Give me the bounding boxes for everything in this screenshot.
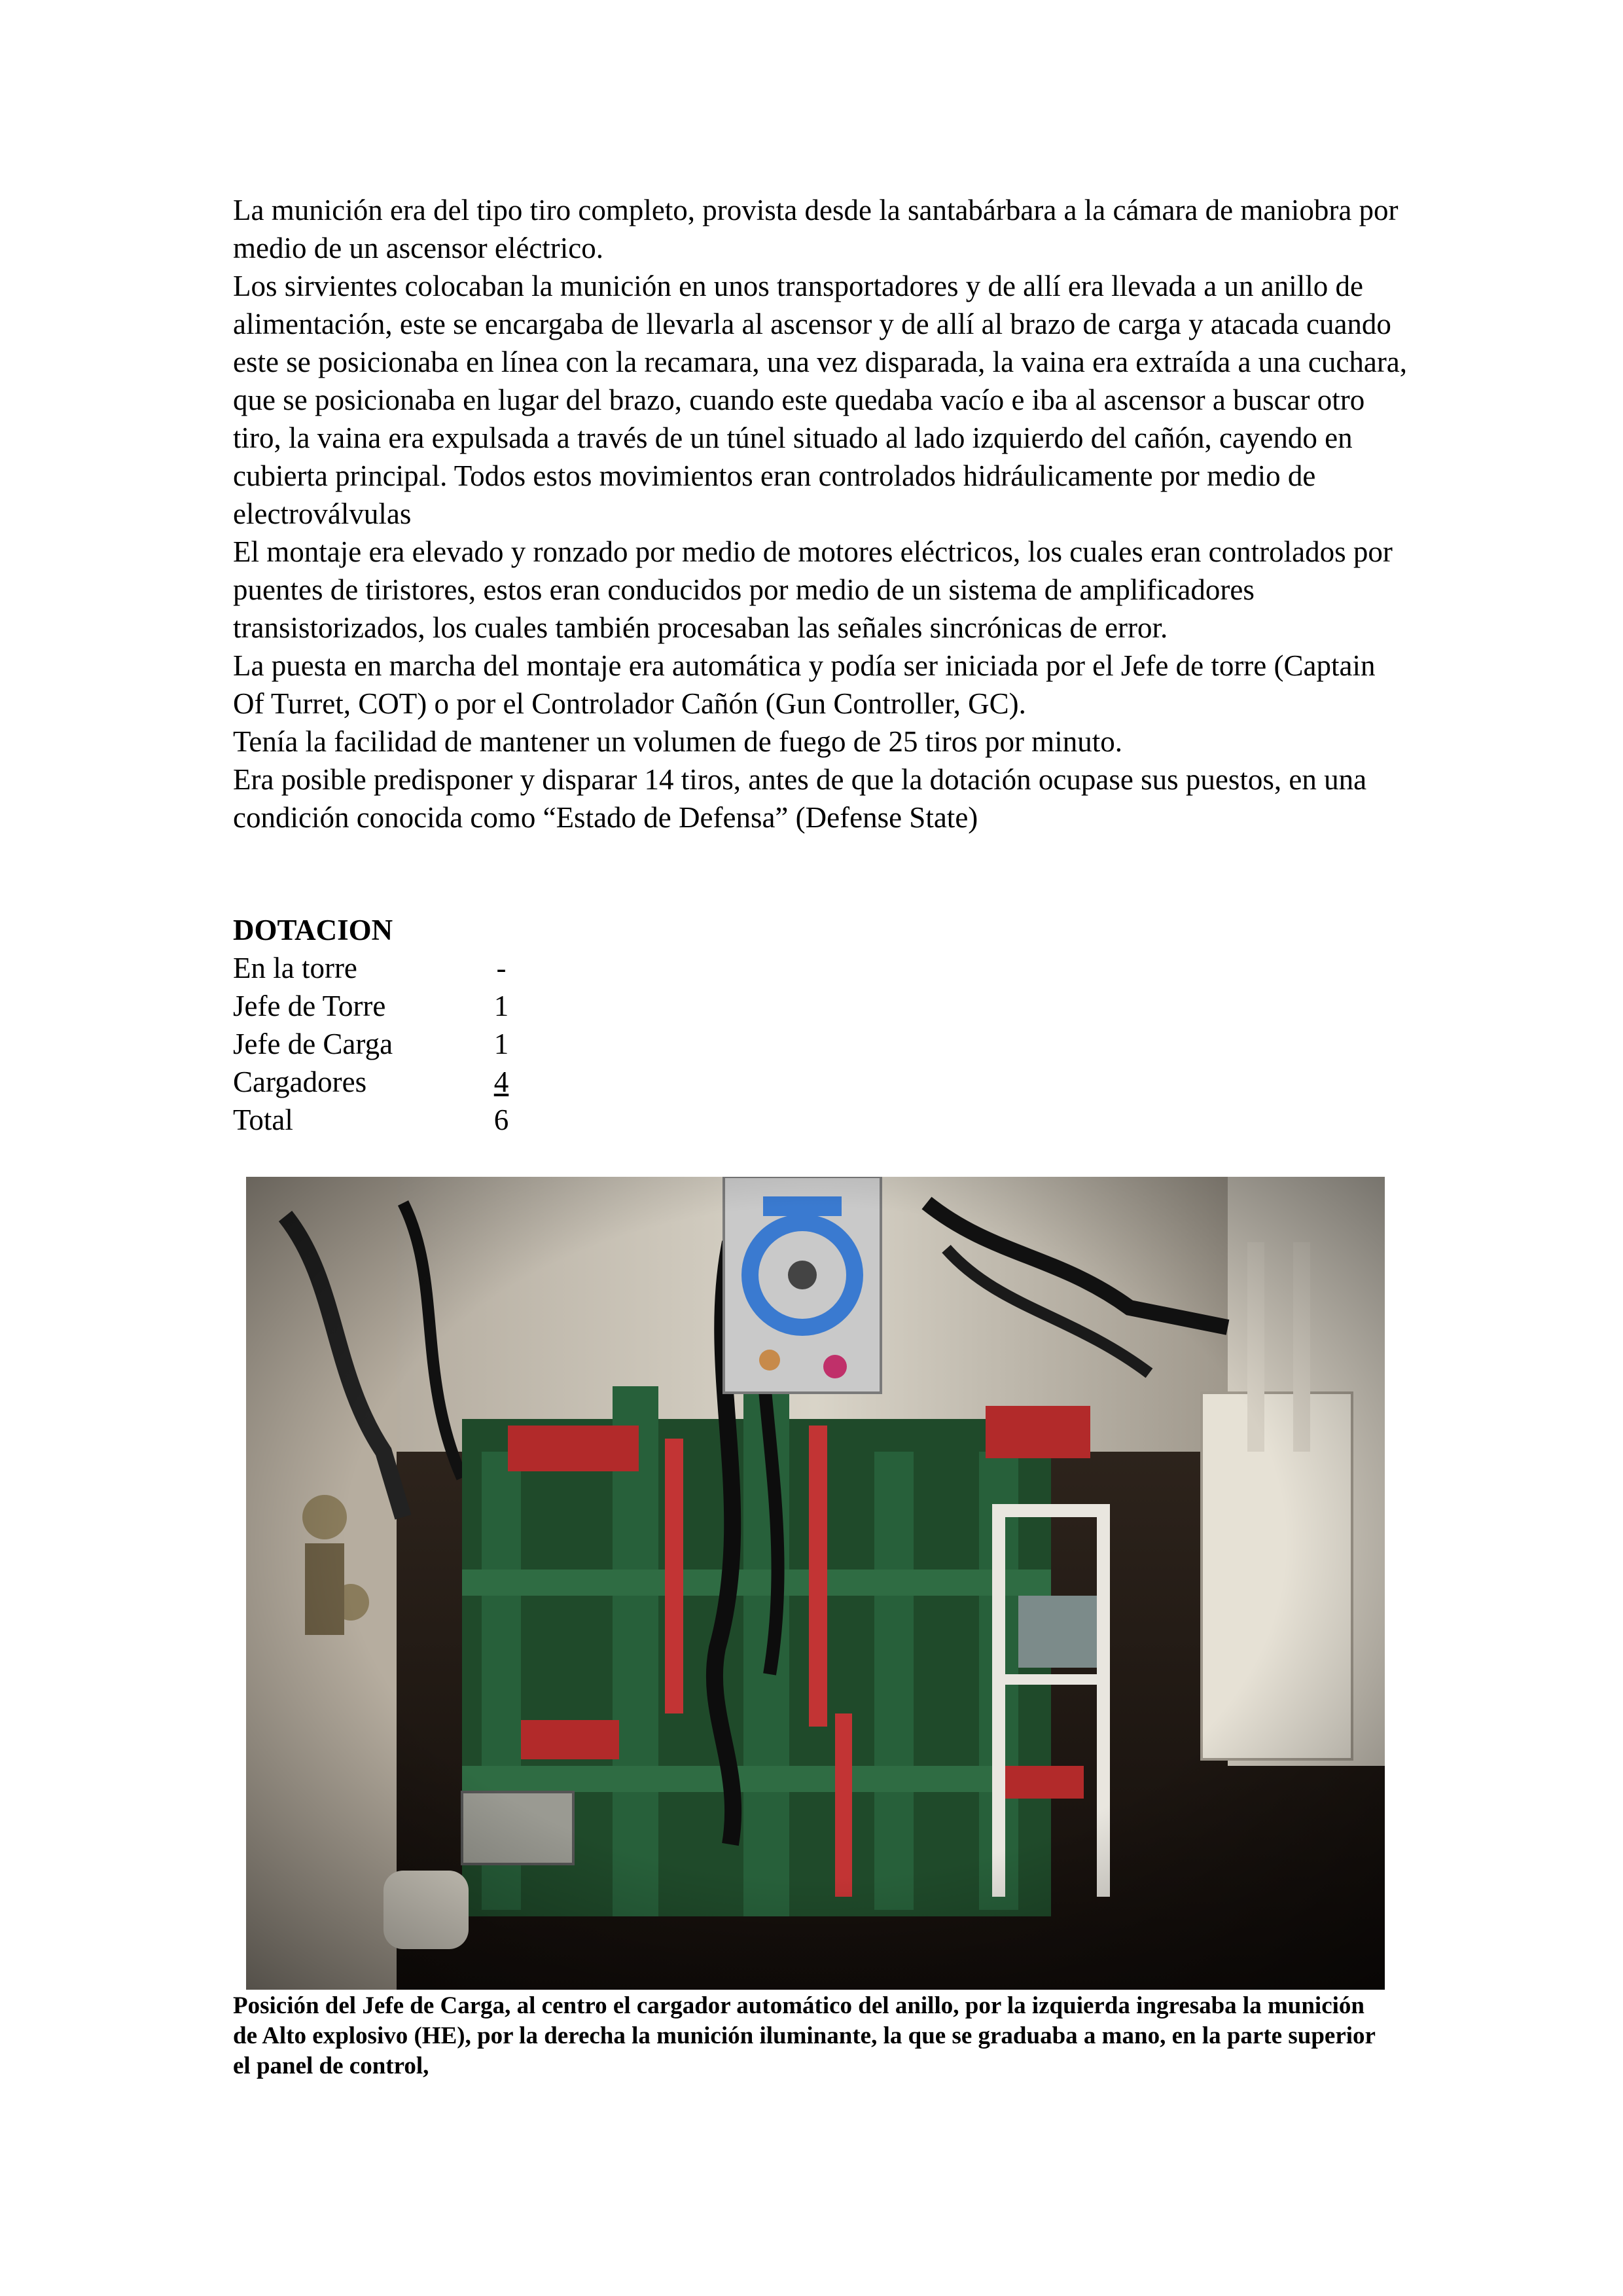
crew-heading: DOTACION: [233, 914, 393, 946]
paragraph-motors: El montaje era elevado y ronzado por medio de motores eléctricos, los cuales eran controlados por puentes de tiristores, estos eran conducidos por medio de un sistema de amplificadores transistorizados, los cuales también procesaban las señales sincrónicas de error.: [233, 535, 1393, 644]
crew-count: 1: [493, 1028, 509, 1060]
crew-row: [233, 1063, 514, 1101]
crew-row: [233, 949, 514, 987]
loader-photo: [246, 1177, 1385, 1990]
crew-table: [233, 949, 514, 1139]
crew-count: 6: [493, 1103, 509, 1136]
crew-role: Total: [233, 1103, 293, 1136]
body-text: [233, 191, 1411, 836]
paragraph-rate-of-fire: Tenía la facilidad de mantener un volumen de fuego de 25 tiros por minuto.: [233, 725, 1122, 758]
paragraph-ammunition: La munición era del tipo tiro completo, provista desde la santabárbara a la cámara de maniobra por medio de un ascensor eléctrico.: [233, 194, 1399, 264]
crew-count: 4: [493, 1066, 509, 1098]
paragraph-startup: La puesta en marcha del montaje era automática y podía ser iniciada por el Jefe de torre (Captain Of Turret, COT) o por el Controlador Cañón (Gun Controller, GC).: [233, 649, 1376, 720]
crew-row: [233, 987, 514, 1025]
crew-role: Jefe de Torre: [233, 990, 386, 1022]
crew-row: [233, 1025, 514, 1063]
crew-row: [233, 1101, 514, 1139]
crew-role: Jefe de Carga: [233, 1028, 393, 1060]
crew-count: 1: [493, 990, 509, 1022]
loader-photo-illustration: [246, 1177, 1385, 1990]
crew-count: -: [496, 952, 507, 984]
photo-caption: Posición del Jefe de Carga, al centro el cargador automático del anillo, por la izquierda ingresaba la munición de Alto explosivo (HE), por la derecha la munición iluminante, la que se graduaba a mano, en la parte superior el panel de control,: [233, 1992, 1376, 2079]
paragraph-defense-state: Era posible predisponer y disparar 14 tiros, antes de que la dotación ocupase sus puestos, en una condición conocida como “Estado de Defensa” (Defense State): [233, 763, 1367, 834]
paragraph-loading-cycle: Los sirvientes colocaban la munición en unos transportadores y de allí era llevada a un anillo de alimentación, este se encargaba de llevarla al ascensor y de allí al brazo de carga y atacada cuando este se posicionaba en línea con la recamara, una vez disparada, la vaina era extraída a una cuchara, que se posicionaba en lugar del brazo, cuando este quedaba vacío e iba al ascensor a buscar otro tiro, la vaina era expulsada a través de un túnel situado al lado izquierdo del cañón, cayendo en cubierta principal. Todos estos movimientos eran controlados hidráulicamente por medio de electroválvulas: [233, 270, 1408, 530]
crew-role: En la torre: [233, 952, 357, 984]
crew-role: Cargadores: [233, 1066, 367, 1098]
